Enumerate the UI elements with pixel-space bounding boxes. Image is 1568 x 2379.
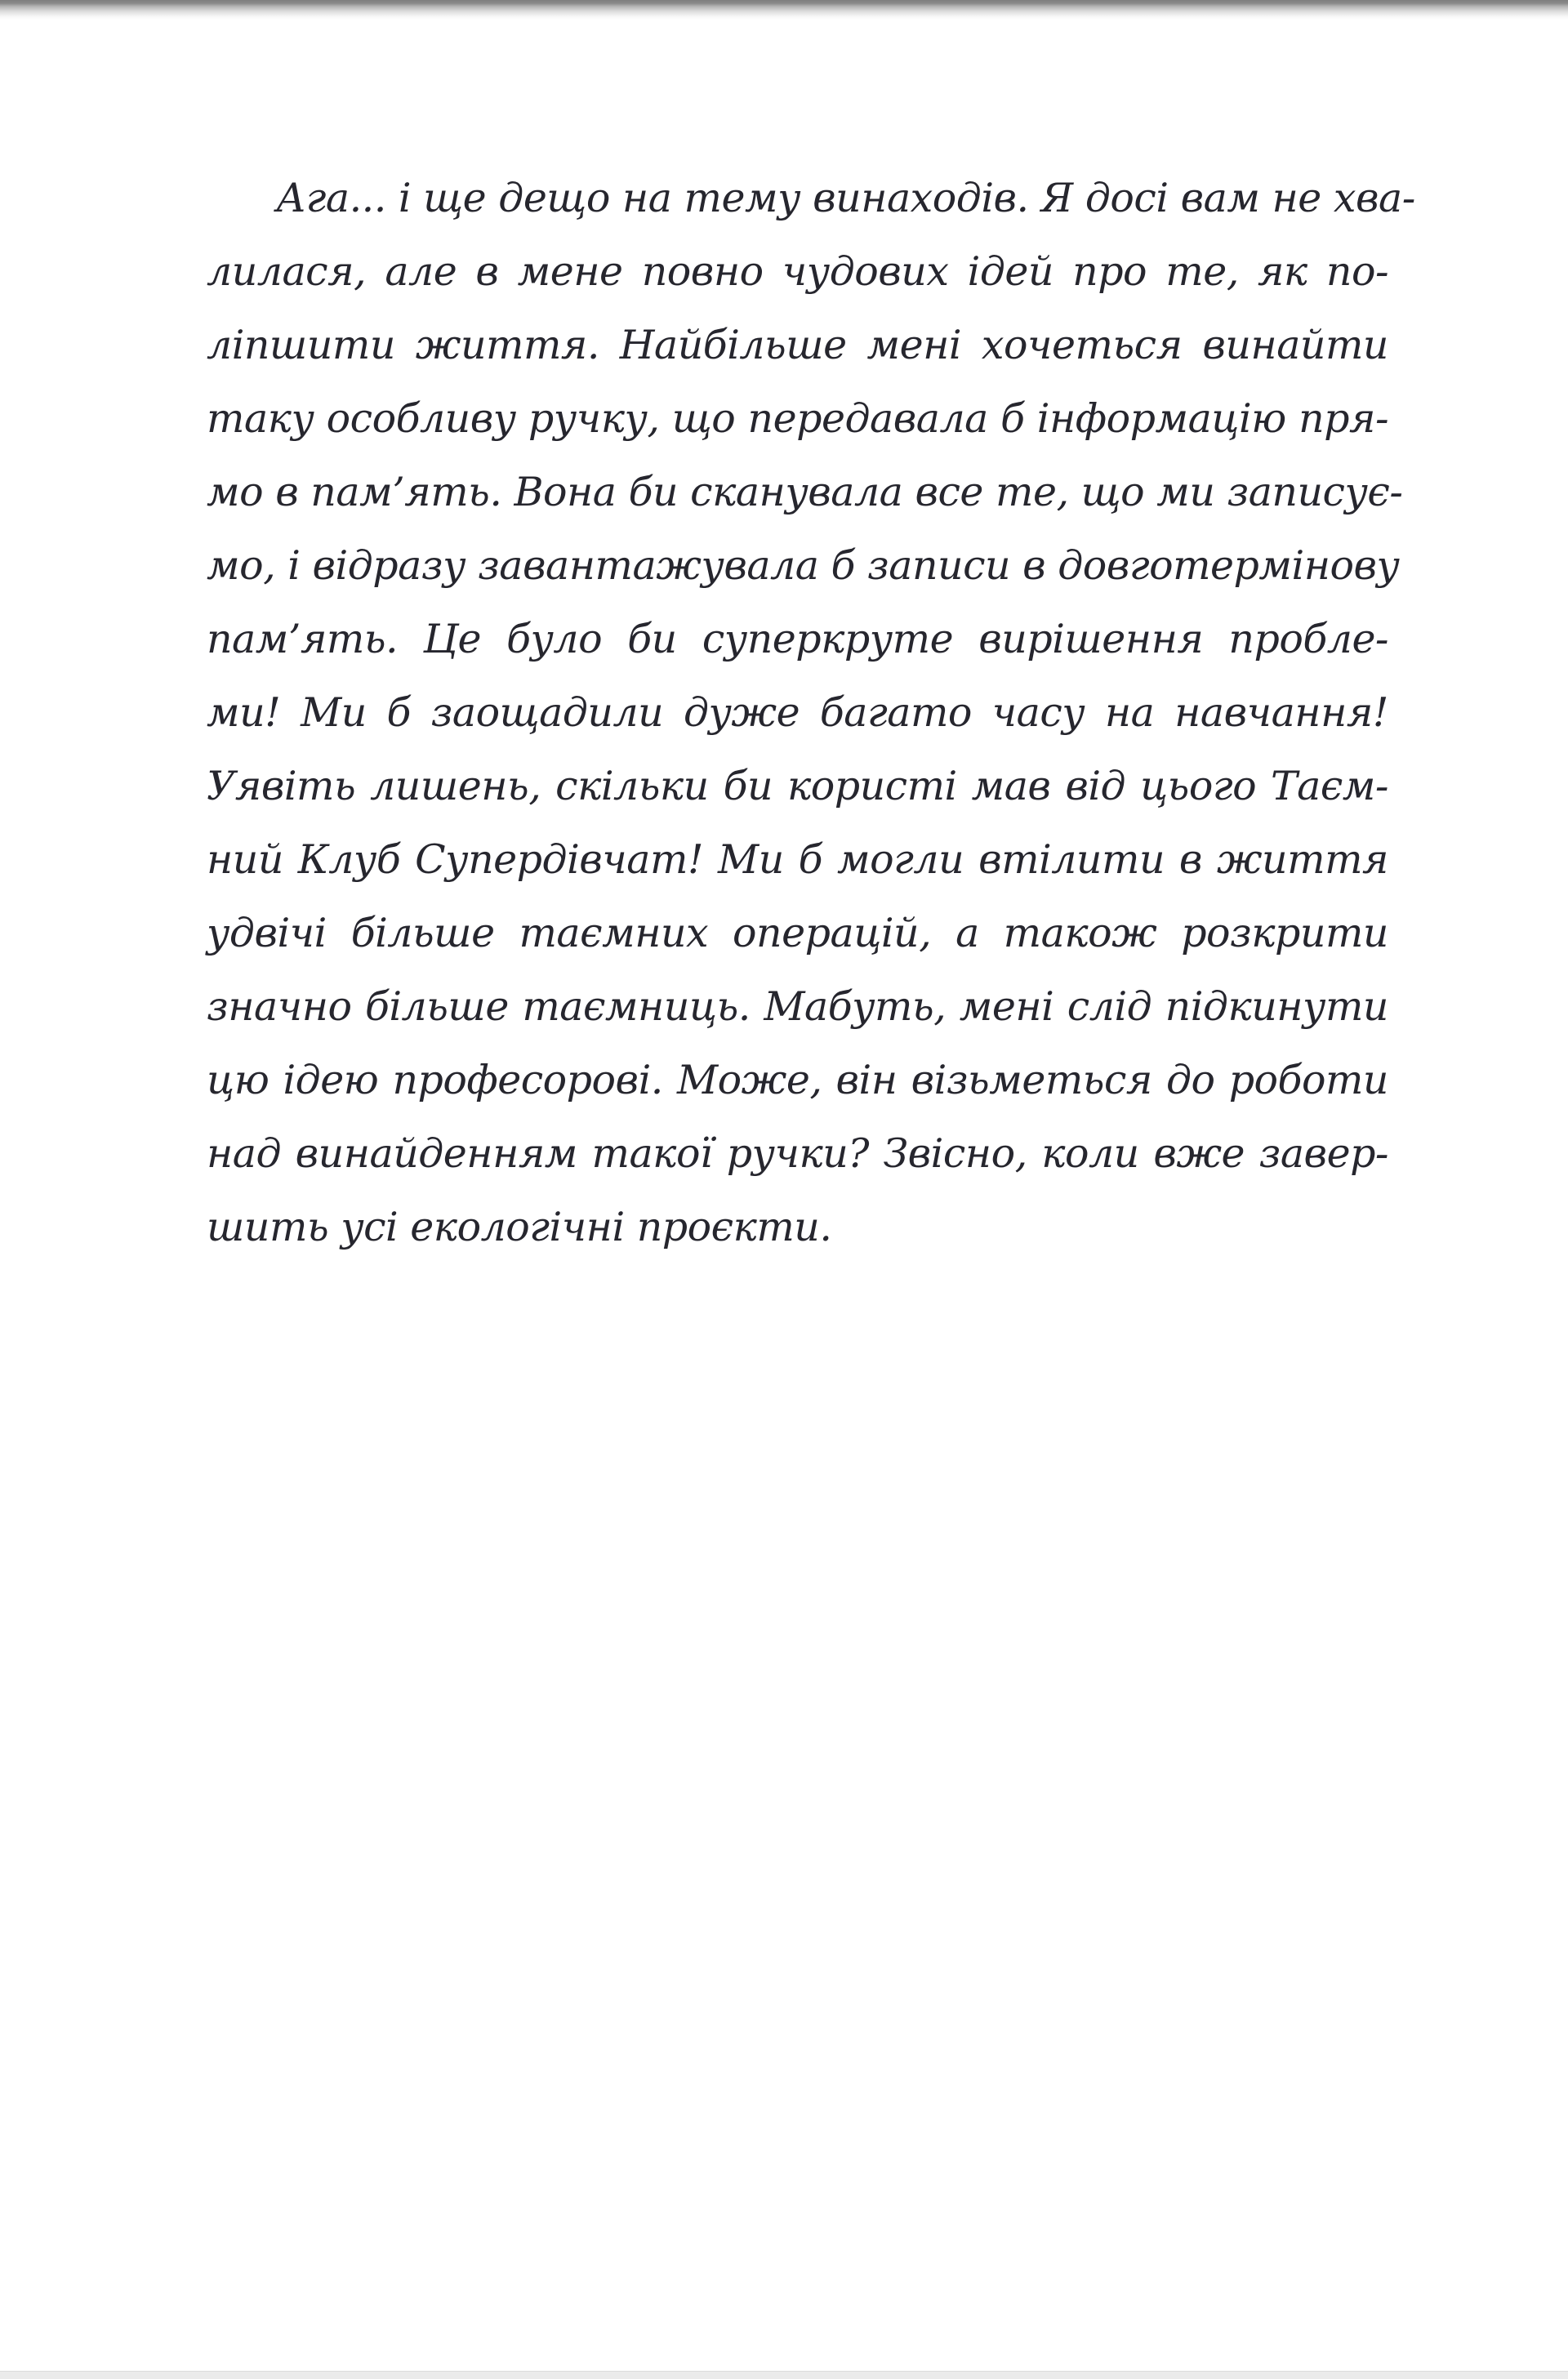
text-line: мо, і відразу завантажувала б записи в довготермінову <box>207 542 1400 589</box>
text-line: ми! Ми б заощадили дуже багато часу на навчання! <box>207 689 1388 736</box>
text-line: лилася, але в мене повно чудових ідей про те, як по- <box>207 248 1388 295</box>
text-line: Ага... і ще дещо на тему винаходів. Я досі вам не хва- <box>276 175 1415 221</box>
text-line: удвічі більше таємних операцій, а також розкрити <box>207 910 1388 956</box>
text-line: над винайденням такої ручки? Звісно, коли вже завер- <box>207 1130 1388 1177</box>
text-line: Уявіть лишень, скільки би користі мав від цього Таєм- <box>207 763 1388 809</box>
text-line: шить усі екологічні проєкти. <box>207 1204 832 1250</box>
text-line: мо в пам’ять. Вона би сканувала все те, що ми записує- <box>207 469 1403 515</box>
text-line: ліпшити життя. Найбільше мені хочеться винайти <box>207 322 1388 368</box>
text-line: цю ідею професорові. Може, він візьметься до роботи <box>207 1057 1388 1103</box>
text-line: пам’ять. Це було би суперкруте вирішення пробле- <box>207 616 1388 662</box>
page-top-shadow <box>0 0 1568 20</box>
page-bottom-strip <box>0 2371 1568 2379</box>
text-line: таку особливу ручку, що передавала б інформацію пря- <box>207 395 1388 442</box>
book-paragraph <box>207 162 1415 1264</box>
text-line: значно більше таємниць. Мабуть, мені слід підкинути <box>207 983 1388 1030</box>
text-line: ний Клуб Супердівчат! Ми б могли втілити в життя <box>207 836 1388 883</box>
